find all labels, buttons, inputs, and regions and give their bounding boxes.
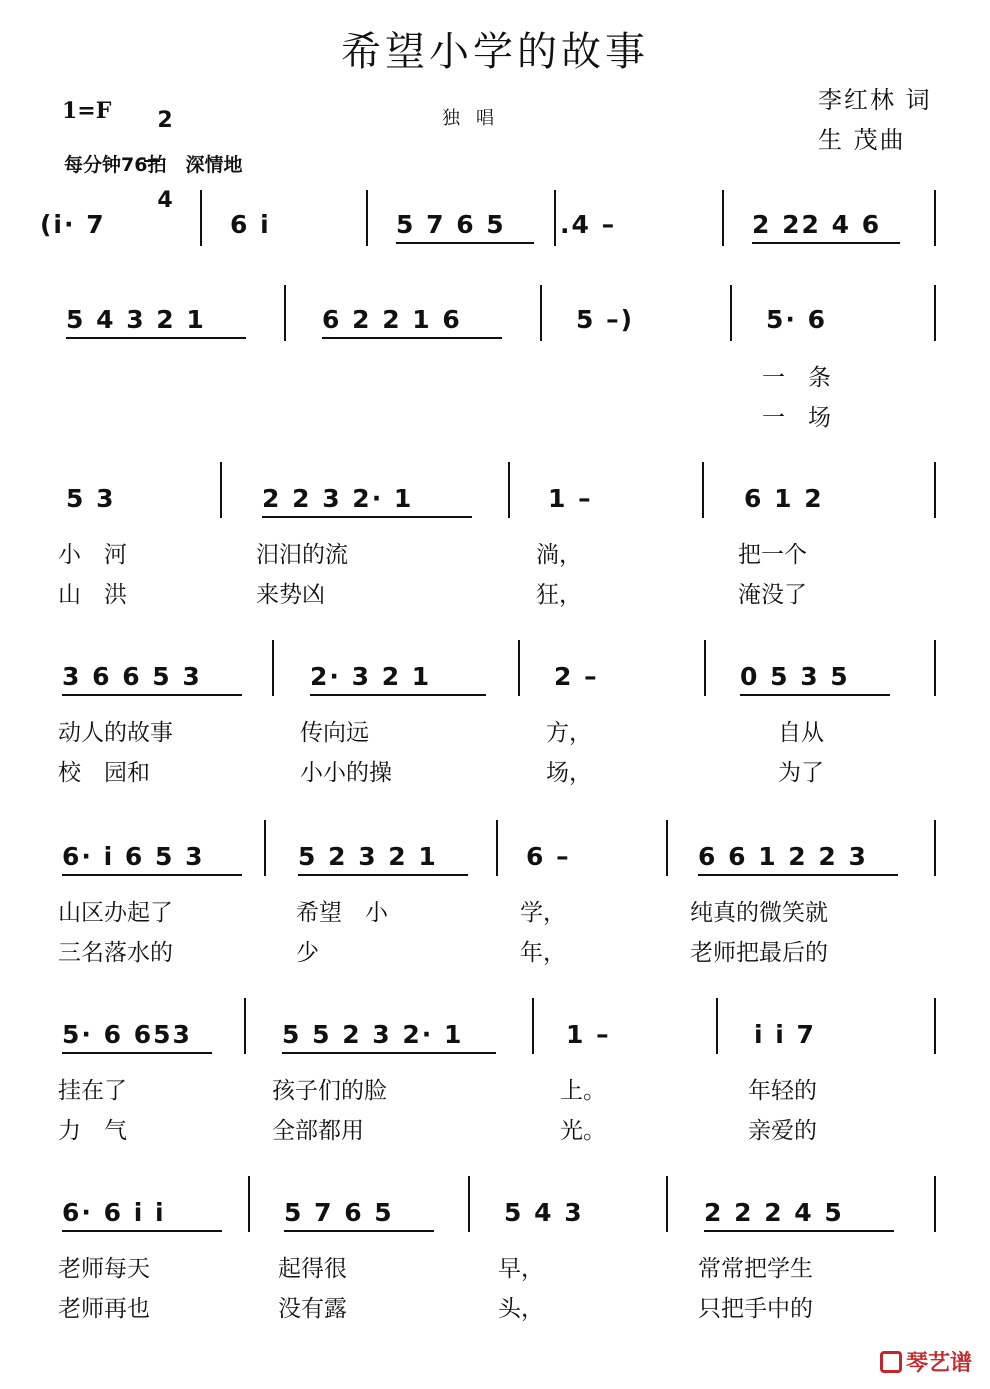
measure: 5 7 6 5 xyxy=(284,1198,394,1227)
measure: (i· 7 xyxy=(40,210,106,239)
watermark-text: 琴艺谱 xyxy=(905,1351,972,1376)
beam xyxy=(62,874,242,876)
measure: i i 7 xyxy=(754,1020,816,1049)
barline xyxy=(722,190,724,246)
barline xyxy=(934,285,936,341)
lyric-verse-1: 年轻的 xyxy=(748,1078,817,1104)
lyric-verse-1: 自从 xyxy=(778,720,824,746)
measure: 5 3 xyxy=(66,484,116,513)
beam xyxy=(62,1230,222,1232)
barline xyxy=(934,462,936,518)
barline xyxy=(220,462,222,518)
lyric-verse-2: 没有露 xyxy=(278,1296,347,1322)
lyric-verse-2: 狂， xyxy=(536,582,582,608)
logo-icon xyxy=(880,1351,902,1373)
beam xyxy=(698,874,898,876)
barline xyxy=(704,640,706,696)
barline xyxy=(934,820,936,876)
measure: 0 5 3 5 xyxy=(740,662,850,691)
barline xyxy=(264,820,266,876)
beam xyxy=(740,694,890,696)
watermark-logo xyxy=(880,1346,972,1377)
beam xyxy=(322,337,502,339)
key-signature: 1=F xyxy=(62,98,112,124)
lyric-verse-1: 学， xyxy=(520,900,566,926)
lyric-verse-2: 力 气 xyxy=(58,1118,127,1144)
time-top: 2 xyxy=(157,108,173,133)
beam xyxy=(310,694,486,696)
lyric-verse-2: 年， xyxy=(520,940,566,966)
lyric-verse-2: 亲爱的 xyxy=(748,1118,817,1144)
barline xyxy=(666,1176,668,1232)
lyric-verse-2: 全部都用 xyxy=(272,1118,364,1144)
lyric-verse-2: 为了 xyxy=(778,760,824,786)
barline xyxy=(934,640,936,696)
beam xyxy=(284,1230,434,1232)
lyric-verse-2: 老师再也 xyxy=(58,1296,150,1322)
lyric-verse-1: 一 条 xyxy=(762,365,831,391)
measure: 3 6 6 5 3 xyxy=(62,662,202,691)
measure: 2 2 2 4 5 xyxy=(704,1198,844,1227)
barline xyxy=(468,1176,470,1232)
measure: 5 –) xyxy=(576,305,635,334)
barline xyxy=(532,998,534,1054)
measure: 5 4 3 2 1 xyxy=(66,305,206,334)
lyric-verse-2: 小小的操 xyxy=(300,760,392,786)
barline xyxy=(200,190,202,246)
measure: 6· i 6 5 3 xyxy=(62,842,205,871)
barline xyxy=(702,462,704,518)
barline xyxy=(730,285,732,341)
lyricist-credit: 李红林 词 xyxy=(818,86,932,114)
measure: 6 – xyxy=(526,842,571,871)
lyric-verse-2: 来势凶 xyxy=(256,582,325,608)
lyric-verse-1: 纯真的微笑就 xyxy=(690,900,828,926)
lyric-verse-2: 三名落水的 xyxy=(58,940,173,966)
lyric-verse-1: 动人的故事 xyxy=(58,720,173,746)
lyric-verse-1: 传向远 xyxy=(300,720,369,746)
measure: 2· 3 2 1 xyxy=(310,662,432,691)
lyric-verse-1: 常常把学生 xyxy=(698,1256,813,1282)
tempo-marking: 每分钟76拍 深情地 xyxy=(64,154,243,176)
beam xyxy=(298,874,468,876)
measure: 1 – xyxy=(566,1020,611,1049)
barline xyxy=(716,998,718,1054)
measure: 2 2 3 2· 1 xyxy=(262,484,414,513)
measure: 5 5 2 3 2· 1 xyxy=(282,1020,464,1049)
measure: 6 2 2 1 6 xyxy=(322,305,462,334)
lyric-verse-1: 山区办起了 xyxy=(58,900,173,926)
barline xyxy=(540,285,542,341)
lyric-verse-2: 淹没了 xyxy=(738,582,807,608)
measure: 5 4 3 xyxy=(504,1198,584,1227)
song-title: 希望小学的故事 xyxy=(341,29,649,75)
lyric-verse-1: 汨汨的流 xyxy=(256,542,348,568)
time-bottom: 4 xyxy=(157,188,173,213)
beam xyxy=(262,516,472,518)
lyric-verse-1: 淌， xyxy=(536,542,582,568)
beam xyxy=(62,1052,212,1054)
barline xyxy=(508,462,510,518)
barline xyxy=(272,640,274,696)
barline xyxy=(366,190,368,246)
beam xyxy=(752,242,900,244)
barline xyxy=(496,820,498,876)
lyric-verse-1: 挂在了 xyxy=(58,1078,127,1104)
lyric-verse-1: 把一个 xyxy=(738,542,807,568)
barline xyxy=(248,1176,250,1232)
lyric-verse-2: 校 园和 xyxy=(58,760,150,786)
barline xyxy=(666,820,668,876)
beam xyxy=(282,1052,496,1054)
lyric-verse-2: 一 场 xyxy=(762,405,831,431)
measure: 5 7 6 5 xyxy=(396,210,506,239)
barline xyxy=(934,998,936,1054)
measure: 6 6 1 2 2 3 xyxy=(698,842,868,871)
lyric-verse-1: 起得很 xyxy=(278,1256,347,1282)
measure: .4 – xyxy=(560,210,617,239)
beam xyxy=(62,694,242,696)
lyric-verse-2: 山 洪 xyxy=(58,582,127,608)
lyric-verse-2: 老师把最后的 xyxy=(690,940,828,966)
beam xyxy=(704,1230,894,1232)
lyric-verse-1: 上。 xyxy=(560,1078,606,1104)
measure: 2 22 4 6 xyxy=(752,210,882,239)
time-signature xyxy=(142,82,173,214)
lyric-verse-1: 早， xyxy=(498,1256,544,1282)
barline xyxy=(518,640,520,696)
barline xyxy=(934,1176,936,1232)
barline xyxy=(284,285,286,341)
barline xyxy=(554,190,556,246)
lyric-verse-2: 只把手中的 xyxy=(698,1296,813,1322)
measure: 5 2 3 2 1 xyxy=(298,842,438,871)
measure: 5· 6 653 xyxy=(62,1020,192,1049)
measure: 6· 6 i i xyxy=(62,1198,166,1227)
lyric-verse-2: 场， xyxy=(546,760,592,786)
measure: 6 i xyxy=(230,210,271,239)
beam xyxy=(66,337,246,339)
lyric-verse-2: 少 xyxy=(296,940,319,966)
lyric-verse-1: 孩子们的脸 xyxy=(272,1078,387,1104)
lyric-verse-1: 小 河 xyxy=(58,542,127,568)
lyric-verse-1: 希望 小 xyxy=(296,900,388,926)
measure: 5· 6 xyxy=(766,305,827,334)
beam xyxy=(396,242,534,244)
measure: 6 1 2 xyxy=(744,484,824,513)
barline xyxy=(244,998,246,1054)
lyric-verse-2: 头， xyxy=(498,1296,544,1322)
performance-type: 独唱 xyxy=(442,108,510,129)
measure: 1 – xyxy=(548,484,593,513)
lyric-verse-1: 方， xyxy=(546,720,592,746)
barline xyxy=(934,190,936,246)
composer-credit: 生 茂曲 xyxy=(818,126,906,154)
measure: 2 – xyxy=(554,662,599,691)
lyric-verse-2: 光。 xyxy=(560,1118,606,1144)
lyric-verse-1: 老师每天 xyxy=(58,1256,150,1282)
